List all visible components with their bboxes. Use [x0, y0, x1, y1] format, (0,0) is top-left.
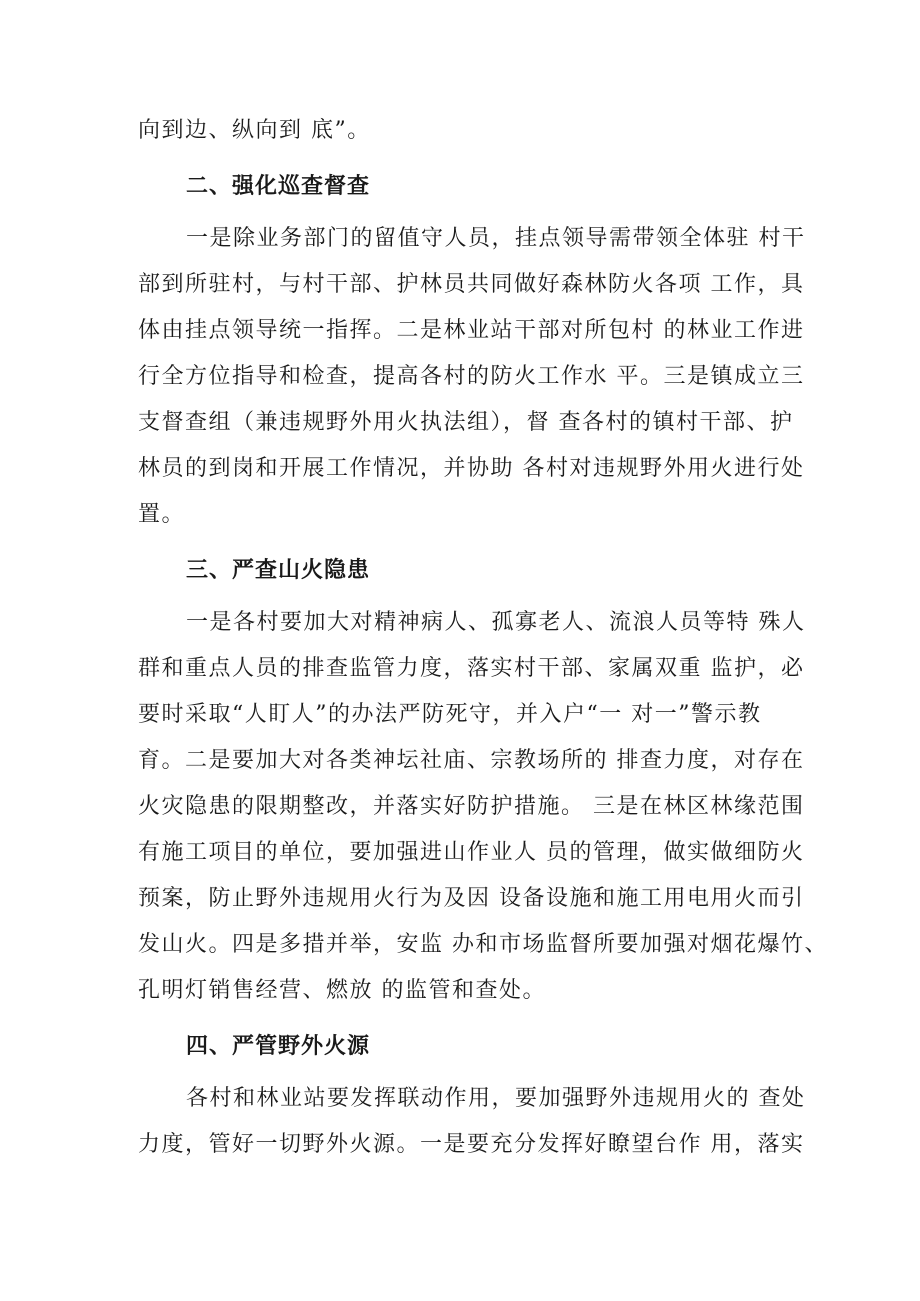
- paragraph-line: 体由挂点领导统一指挥。二是林业站干部对所包村 的林业工作进: [138, 318, 805, 343]
- section-heading-fire-hazards: 三、严查山火隐患: [186, 558, 371, 583]
- paragraph-line: 火灾隐患的限期整改，并落实好防护措施。 三是在林区林缘范围: [138, 794, 805, 819]
- section-heading-patrol-supervision: 二、强化巡查督查: [186, 174, 371, 199]
- paragraph-line: 群和重点人员的排查监管力度，落实村干部、家属双重 监护，必: [138, 656, 805, 681]
- paragraph-line: 部到所驻村，与村干部、护林员共同做好森林防火各项 工作，具: [138, 272, 805, 297]
- paragraph-line: 孔明灯销售经营、燃放 的监管和查处。: [138, 978, 546, 1003]
- section-heading-fire-sources: 四、严管野外火源: [186, 1034, 371, 1059]
- paragraph-line: 置。: [138, 502, 186, 527]
- paragraph-line: 发山火。四是多措并举，安监 办和市场监督所要加强对烟花爆竹、: [138, 932, 828, 957]
- paragraph-line: 支督查组（兼违规野外用火执法组），督 查各村的镇村干部、护: [138, 410, 794, 435]
- paragraph-line: 预案，防止野外违规用火行为及因 设备设施和施工用电用火而引: [138, 886, 805, 911]
- paragraph-line: 力度，管好一切野外火源。一是要充分发挥好瞭望台作 用，落实: [138, 1132, 805, 1157]
- paragraph-line: 一是除业务部门的留值守人员，挂点领导需带领全体驻 村干: [186, 226, 806, 251]
- paragraph-continuation: 向到边、纵向到 底”。: [138, 118, 371, 143]
- paragraph-line: 要时采取“人盯人”的办法严防死守，并入户“一 对一”警示教: [138, 702, 762, 727]
- paragraph-line: 有施工项目的单位，要加强进山作业人 员的管理，做实做细防火: [138, 840, 805, 865]
- paragraph-line: 育。二是要加大对各类神坛社庙、宗教场所的 排查力度，对存在: [138, 748, 805, 773]
- paragraph-line: 各村和林业站要发挥联动作用，要加强野外违规用火的 查处: [186, 1086, 806, 1111]
- paragraph-line: 一是各村要加大对精神病人、孤寡老人、流浪人员等特 殊人: [186, 610, 806, 635]
- document-body: [138, 108, 828, 1168]
- paragraph-line: 行全方位指导和检查，提高各村的防火工作水 平。三是镇成立三: [138, 364, 805, 389]
- paragraph-line: 林员的到岗和开展工作情况，并协助 各村对违规野外用火进行处: [138, 456, 805, 481]
